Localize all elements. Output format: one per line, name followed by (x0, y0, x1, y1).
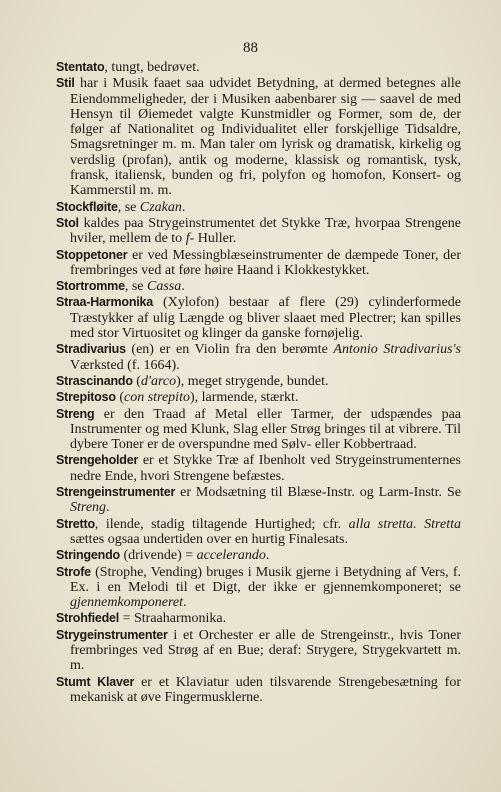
entry-italic: d'arco (140, 373, 177, 389)
entry-text: i et Orchester er alle de Strengeinstr., hvis Toner frembringes ved Strøg af en Bue; deraf: Strygere, Strygekvartett m. m. (70, 627, 461, 674)
entry (56, 374, 461, 389)
entry-text: , se (117, 199, 140, 215)
entry-text: er Modsætning til Blæse-Instr. og Larm-Instr. Se (175, 485, 461, 501)
entry (56, 200, 461, 215)
entry-text: (en) er en Violin fra den berømte (125, 342, 334, 358)
entry-text: (drivende) = (119, 548, 197, 564)
entry-headword: Stil (56, 76, 75, 91)
entry-headword: Stradivarius (56, 342, 126, 357)
entry-italic: f- (185, 231, 195, 247)
entry-text: har i Musik faaet saa udvidet Betydning, at dermed betegnes alle Eiendommeligheder, der i Musiken aabenbarer sig — saavel de med Hensyn til Øiemedet valgte Kunstmidler og Former, som de, der følger af Nationalitet og Individualitet eller forskjellige Tidsaldre, Smagsretninger m. m. Man taler om lyrisk og dramatisk, kirkelig og verdslig (profan), antik og moderne, klassisk og romantisk, tysk, fransk, italiensk, bunden og fri, polyfon og homofon, Konsert- og Kammerstil m. m. (70, 76, 461, 199)
entry-headword: Strascinando (56, 373, 133, 388)
entry (56, 248, 461, 279)
entry-text: , tungt, bedrøvet. (104, 60, 200, 75)
entry-italic: Antonio Stradivarius's (333, 342, 461, 358)
entry-text: er et Klaviatur uden tilsvarende Strengebesætning for mekanisk at øve Fingermusklerne. (70, 674, 461, 705)
entry-headword: Stumt Klaver (56, 674, 135, 689)
entry-text: , se (124, 279, 148, 295)
entry-headword: Stentato (56, 60, 105, 74)
entry (56, 548, 461, 563)
entry-text: = Straaharmonika. (119, 611, 227, 627)
entry-text: (Strophe, Vending) bruges i Musik gjerne i Betydning af Vers, f. Ex. i en Melodi til et Digt, der ikke er gjennemkomponeret; se (70, 564, 461, 595)
entry-headword: Strepitoso (56, 390, 116, 405)
entry-tail: ), larmende, stærkt. (189, 390, 299, 406)
entry-headword: Stringendo (56, 548, 120, 563)
entry-italic: alla stretta. Stretta (348, 516, 461, 532)
entry (56, 76, 461, 198)
entry (56, 611, 461, 626)
entry-headword: Stretto (56, 516, 95, 531)
entry-italic: Streng (70, 500, 107, 516)
entry-text: ( (132, 373, 141, 389)
entry-headword: Strygeinstrumenter (56, 627, 168, 642)
entry (56, 628, 461, 674)
entry-tail: sættes ogsaa undertiden over en hurtig Finalesats. (70, 531, 348, 547)
entry-tail: . (106, 500, 110, 516)
entry-headword: Stortromme (56, 279, 125, 294)
page-number: 88 (243, 40, 258, 56)
entry (56, 390, 461, 405)
entry-tail: Værksted (f. 1664). (70, 357, 180, 373)
entry-italic: Czakan (139, 199, 182, 215)
entry (56, 342, 461, 373)
entry-text: er et Stykke Træ af Ibenholt ved Strygeinstrumenternes nedre Ende, hvori Strengene befæstes. (70, 453, 461, 484)
entry (56, 60, 461, 75)
entry-italic: con strepito (123, 390, 190, 406)
entry (56, 453, 461, 484)
entry-tail: Huller. (194, 231, 237, 247)
entry-text: er ved Messingblæseinstrumenter de dæmpede Toner, der frembringes ved at føre høire Haand i Klokkestykket. (70, 247, 461, 278)
entry (56, 517, 461, 548)
entry (56, 295, 461, 341)
entry-text: , ilende, stadig tiltagende Hurtighed; cfr. (94, 516, 349, 532)
entry-italic: gjennemkomponeret (70, 595, 183, 611)
entry (56, 565, 461, 611)
entry-italic: accelerando (196, 548, 266, 564)
entry-headword: Stol (56, 215, 79, 230)
entry-tail: . (181, 199, 186, 215)
entry-text: ( (115, 390, 124, 406)
entry-headword: Strengeinstrumenter (56, 485, 176, 500)
entry-headword: Straa-Harmonika (56, 295, 154, 310)
entry (56, 407, 461, 453)
entry-tail: ), meget strygende, bundet. (176, 373, 329, 389)
entry-text: (Xylofon) bestaar af flere (29) cylinderformede Træstykker af ulig Længde og bliver slaaet med Plectrer; kan spilles med stor Virtuositet og klinger da ganske fornøjelig. (70, 295, 461, 342)
dictionary-entries (56, 60, 461, 706)
entry-headword: Strofe (56, 564, 91, 579)
entry-headword: Strohfiedel (56, 611, 120, 626)
entry-tail: . (265, 548, 270, 564)
entry-headword: Strengeholder (56, 453, 139, 468)
entry-tail: . (181, 279, 185, 295)
entry-headword: Streng (56, 406, 95, 421)
entry-text: kaldes paa Strygeinstrumentet det Stykke Træ, hvorpaa Strengene hviler, mellem de to (70, 215, 461, 247)
entry (56, 485, 461, 516)
entry (56, 675, 461, 706)
entry-headword: Stockfløite (56, 199, 118, 214)
entry-headword: Stoppetoner (56, 247, 128, 262)
entry (56, 216, 461, 247)
entry (56, 279, 461, 294)
entry-text: er den Traad af Metal eller Tarmer, der udspændes paa Instrumenter og med Klunk, Slag eller Strøg bringes til at vibrere. Til dybere Toner er de overspundne med Sølv- eller Kobbertraad. (70, 406, 461, 453)
entry-italic: Cassa (147, 279, 182, 295)
entry-tail: . (183, 595, 187, 611)
